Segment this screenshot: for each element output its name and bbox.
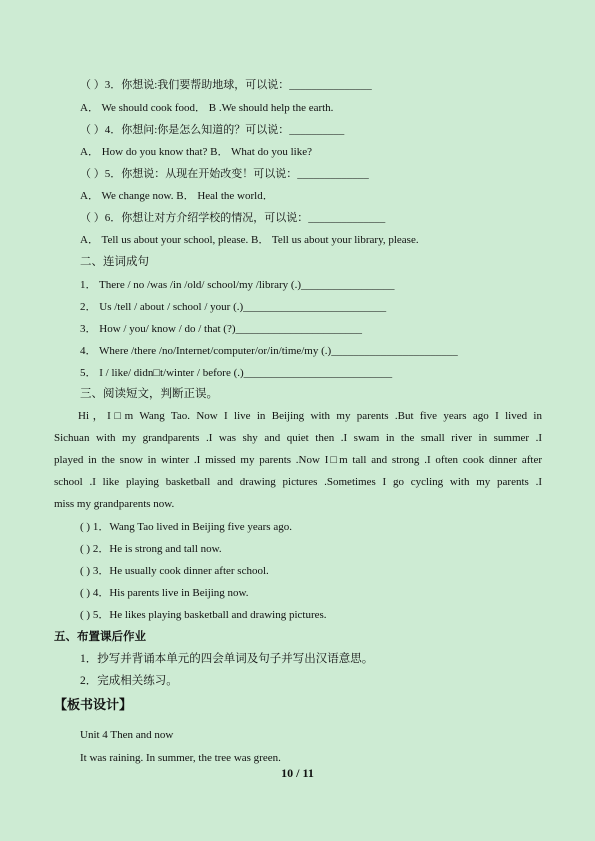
sentence-item-5: 5． I / like/ didn□t/winter / before (.)___________________________ xyxy=(80,367,393,379)
sentence-item-2: 2． Us /tell / about / school / your (.)__________________________ xyxy=(80,301,387,313)
statement-4: ( ) 4．His parents live in Beijing now. xyxy=(80,587,249,599)
page-number: 10 / 11 xyxy=(281,766,314,780)
section-5-heading: 五、布置课后作业 xyxy=(54,631,146,643)
passage-line: Hi，I□m Wang Tao. Now I live in Beijing with my parents .But five years ago I lived in xyxy=(78,410,542,422)
question-4-options: A． How do you know that? B． What do you like? xyxy=(80,146,312,158)
reading-passage xyxy=(54,405,542,515)
question-5: （ ）5．你想说：从现在开始改变！可以说：_____________ xyxy=(80,168,369,180)
question-4: （ ）4．你想问:你是怎么知道的？可以说：__________ xyxy=(80,124,345,136)
question-6-options: A． Tell us about your school, please. B． Tell us about your library, please. xyxy=(80,234,419,246)
statement-3: ( ) 3．He usually cook dinner after school. xyxy=(80,565,269,577)
statement-2: ( ) 2．He is strong and tall now. xyxy=(80,543,222,555)
question-3-options: A． We should cook food． B .We should help the earth. xyxy=(80,102,334,114)
passage-line: played in the snow in winter .I missed my parents .Now I□m tall and strong .I often cook dinner after xyxy=(54,454,542,466)
homework-item-2: 2．完成相关练习。 xyxy=(80,675,178,687)
question-6: （ ）6．你想让对方介绍学校的情况，可以说：______________ xyxy=(80,212,386,224)
homework-item-1: 1．抄写并背诵本单元的四会单词及句子并写出汉语意思。 xyxy=(80,653,374,665)
question-3: （ ）3．你想说:我们要帮助地球，可以说：_______________ xyxy=(80,79,372,91)
section-2-heading: 二、连词成句 xyxy=(80,256,149,268)
passage-line: miss my grandparents now. xyxy=(54,498,175,510)
sentence-item-1: 1． There / no /was /in /old/ school/my /library (.)_________________ xyxy=(80,279,395,291)
board-design-heading: 【板书设计】 xyxy=(54,697,133,712)
passage-line: school .I like playing basketball and drawing pictures .Sometimes I go cycling with my parents .I xyxy=(54,476,542,488)
board-line-1: Unit 4 Then and now xyxy=(80,729,174,741)
question-5-options: A． We change now. B． Heal the world． xyxy=(80,190,274,202)
sentence-item-4: 4． Where /there /no/Internet/computer/or/in/time/my (.)_______________________ xyxy=(80,345,458,357)
statement-5: ( ) 5．He likes playing basketball and drawing pictures. xyxy=(80,609,327,621)
sentence-item-3: 3． How / you/ know / do / that (?)_______________________ xyxy=(80,323,363,335)
section-3-heading: 三、阅读短文，判断正误。 xyxy=(80,388,218,400)
statement-1: ( ) 1．Wang Tao lived in Beijing five years ago. xyxy=(80,521,292,533)
passage-line: Sichuan with my grandparents .I was shy and quiet then .I swam in the small river in summer .I xyxy=(54,432,542,444)
board-line-2: It was raining. In summer, the tree was green. xyxy=(80,752,281,764)
